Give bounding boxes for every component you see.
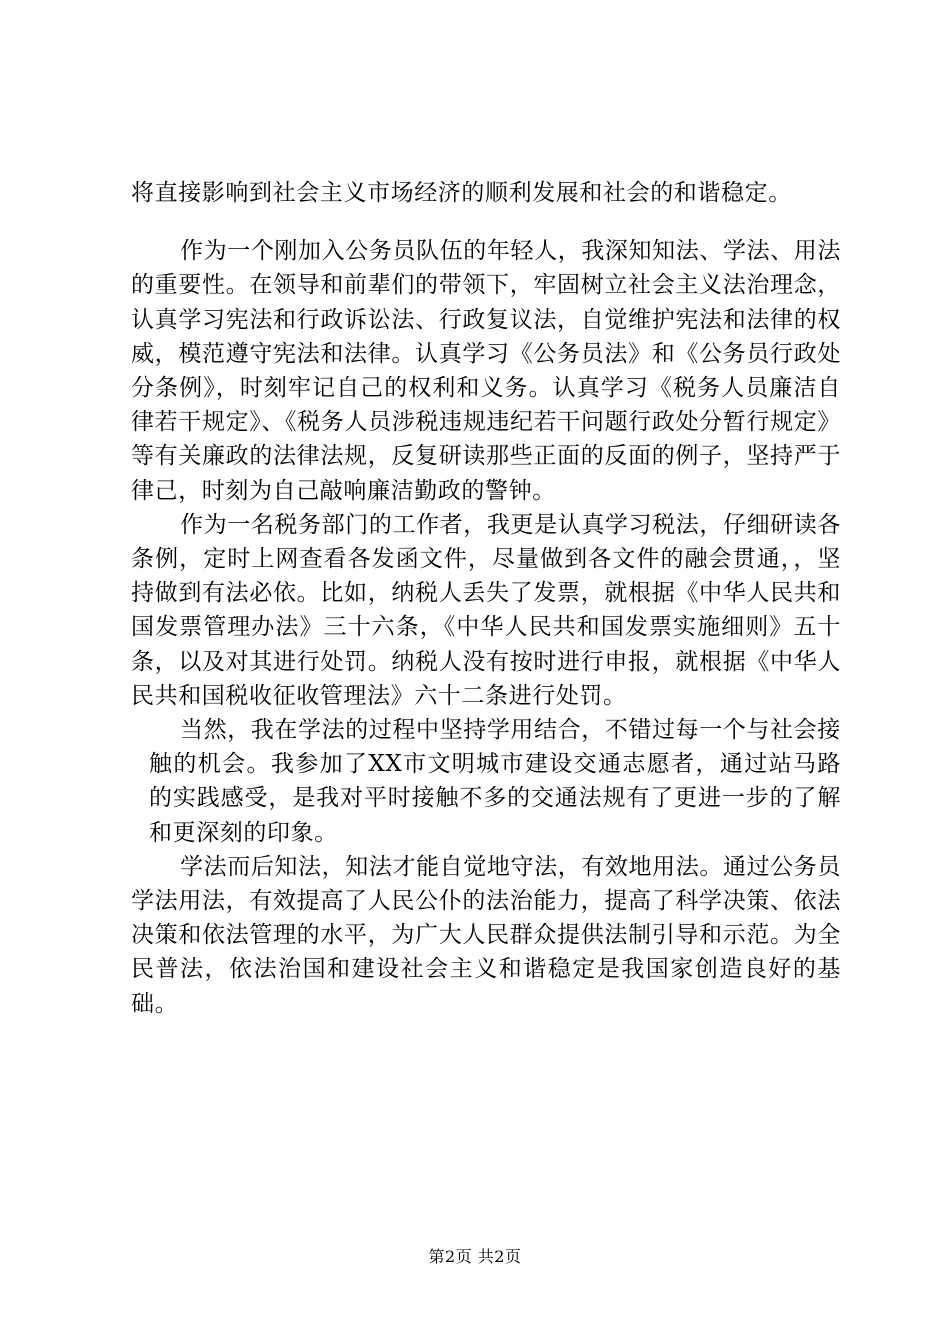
paragraph-6: 学法而后知法，知法才能自觉地守法，有效地用法。通过公务员学法用法，有效提高了人民公仆的法治能力，提高了科学决策、依法决策和依法管理的水平，为广大人民群众提供法制引导和示范。为全民普法，依法治国和建设社会主义和谐稳定是我国家创造良好的基础。 [131,853,841,1017]
paragraph-4: 当然，我在学法的过程中坚持学用结合，不错过每一个与社会接 [180,717,841,744]
paragraph-3: 作为一名税务部门的工作者，我更是认真学习税法，仔细研读各条例，定时上网查看各发函文件，尽量做到各文件的融会贯通，，坚持做到有法必依。比如，纳税人丢失了发票，就根据《中华人民共和国发票管理办法》三十六条，《中华人民共和国发票实施细则》五十条，以及对其进行处罚。纳税人没有按时进行申报，就根据《中华人民共和国税收征收管理法》六十二条进行处罚。 [131,511,841,709]
paragraph-5: 触的机会。我参加了XX市文明城市建设交通志愿者，通过站马路的实践感受，是我对平时接触不多的交通法规有了更进一步的了解和更深刻的印象。 [149,751,841,846]
paragraph-2: 作为一个刚加入公务员队伍的年轻人，我深知知法、学法、用法的重要性。在领导和前辈们的带领下，牢固树立社会主义法治理念，认真学习宪法和行政诉讼法、行政复议法，自觉维护宪法和法律的权威，模范遵守宪法和法律。认真学习《公务员法》和《公务员行政处分条例》，时刻牢记自己的权利和义务。认真学习《税务人员廉洁自律若干规定》、《税务人员涉税违规违纪若干问题行政处分暂行规定》等有关廉政的法律法规，反复研读那些正面的反面的例子，坚持严于律己，时刻为自己敲响廉洁勤政的警钟。 [131,238,841,504]
paragraph-1: 将直接影响到社会主义市场经济的顺利发展和社会的和谐稳定。 [131,180,792,206]
document-body [131,176,841,1021]
page-footer: 第2页 共2页 [428,1247,522,1266]
